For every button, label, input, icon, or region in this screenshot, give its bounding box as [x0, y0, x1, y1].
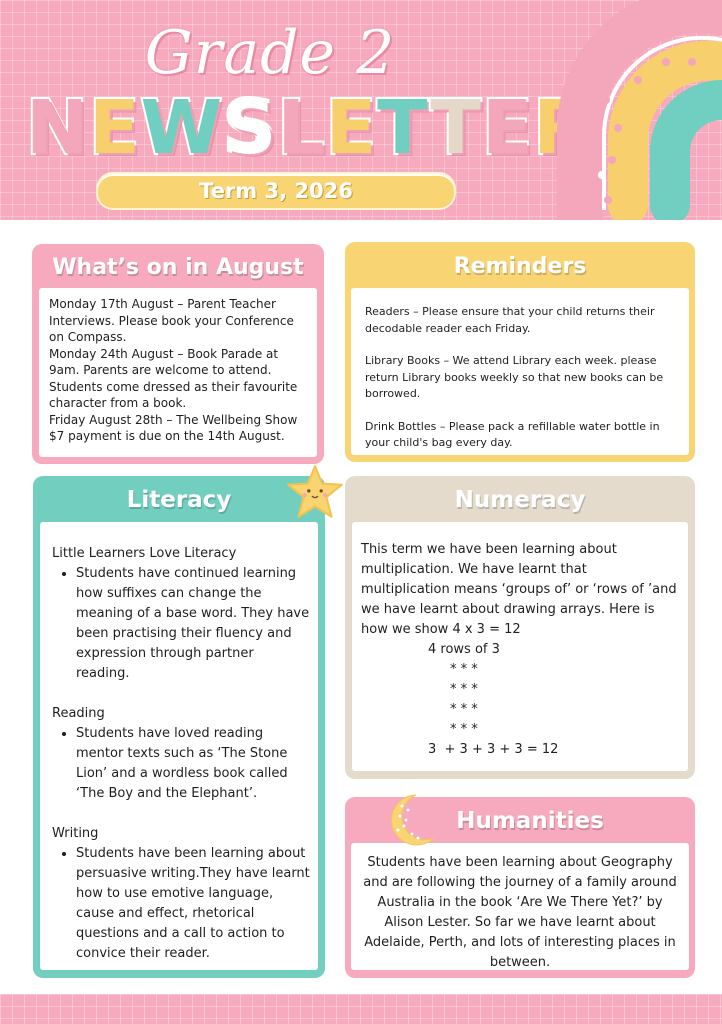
reminder-item: Readers – Please ensure that your child returns their decodable reader each Friday. — [365, 305, 655, 335]
humanities-text: Students have been learning about Geography and are following the journey of a family around Australia in the book ‘Are We There Yet?’ by Alison Lester. So far we have learnt about Adelaide, Perth, and lots of interesting places in between. — [363, 855, 677, 970]
numeracy-intro: This term we have been learning about multiplication. We have learnt that multiplication means ‘groups of’ or ‘rows of ’and we have learnt about drawing arrays. Here is how we show 4 x 3 = 12 — [361, 542, 677, 637]
august-line: Friday August 28th – The Wellbeing Show $7 payment is due on the 14th August. — [49, 412, 298, 443]
array-label: 4 rows of 3 — [428, 642, 500, 657]
title-letter: E — [481, 85, 534, 171]
title-letter: E — [88, 85, 141, 171]
august-card — [32, 244, 324, 464]
literacy-heading: Reading — [52, 706, 105, 721]
newsletter-title — [26, 86, 591, 170]
literacy-bullet: • Students have been learning about persuasive writing.They have learnt how to use emotive language, cause and effect, rhetorical questions and a call to action to convice their reader. — [76, 844, 310, 964]
humanities-title: Humanities — [456, 808, 604, 834]
august-line: Monday 17th August – Parent Teacher Interviews. Please book your Conference on Compass. — [49, 297, 294, 344]
array-row: * * * — [450, 682, 478, 697]
literacy-heading: Writing — [52, 826, 99, 841]
title-letter: T — [377, 85, 431, 171]
array-equation: 3 + 3 + 3 + 3 = 12 — [428, 742, 559, 757]
literacy-title: Literacy — [126, 487, 232, 513]
term-badge: Term 3, 2026 — [96, 172, 456, 210]
humanities-body — [351, 843, 689, 970]
title-letter: N — [26, 85, 89, 171]
grade-title: Grade 2 — [144, 18, 396, 88]
august-line: Monday 24th August – Book Parade at 9am. Parents are welcome to attend. Students come dressed as their favourite character from a book. — [49, 346, 298, 410]
literacy-body — [40, 522, 318, 970]
august-title: What’s on in August — [52, 255, 304, 280]
array-row: * * * — [450, 662, 478, 677]
title-letter: L — [277, 85, 326, 171]
title-letter: W — [140, 85, 224, 171]
rainbow-icon — [540, 0, 722, 220]
title-letter: S — [223, 85, 278, 171]
footer-band — [0, 994, 722, 1024]
numeracy-title: Numeracy — [454, 487, 586, 513]
title-letter: E — [325, 85, 378, 171]
literacy-card — [33, 476, 325, 978]
title-letter: T — [430, 85, 482, 171]
reminders-card — [345, 242, 695, 462]
header-banner — [0, 0, 722, 220]
reminder-item: Drink Bottles – Please pack a refillable water bottle in your child's bag every day. — [365, 419, 660, 449]
august-body — [39, 288, 317, 457]
literacy-bullet: • Students have continued learning how suffixes can change the meaning of a base word. They have been practising their fluency and expression through partner reading. — [76, 564, 310, 684]
reminder-item: Library Books – We attend Library each week. please return Library books weekly so that new books can be borrowed. — [365, 354, 664, 400]
array-row: * * * — [450, 702, 478, 717]
title-letter: R — [533, 85, 592, 171]
numeracy-card — [345, 476, 695, 779]
reminders-body — [351, 288, 689, 455]
star-icon — [284, 462, 346, 524]
literacy-bullet: • Students have loved reading mentor texts such as ‘The Stone Lion’ and a wordless book called ‘The Boy and the Elephant’. — [76, 724, 310, 804]
reminders-title: Reminders — [453, 254, 587, 279]
moon-icon — [386, 792, 436, 848]
numeracy-body — [352, 522, 688, 771]
literacy-heading: Little Learners Love Literacy — [52, 546, 237, 561]
array-row: * * * — [450, 722, 478, 737]
